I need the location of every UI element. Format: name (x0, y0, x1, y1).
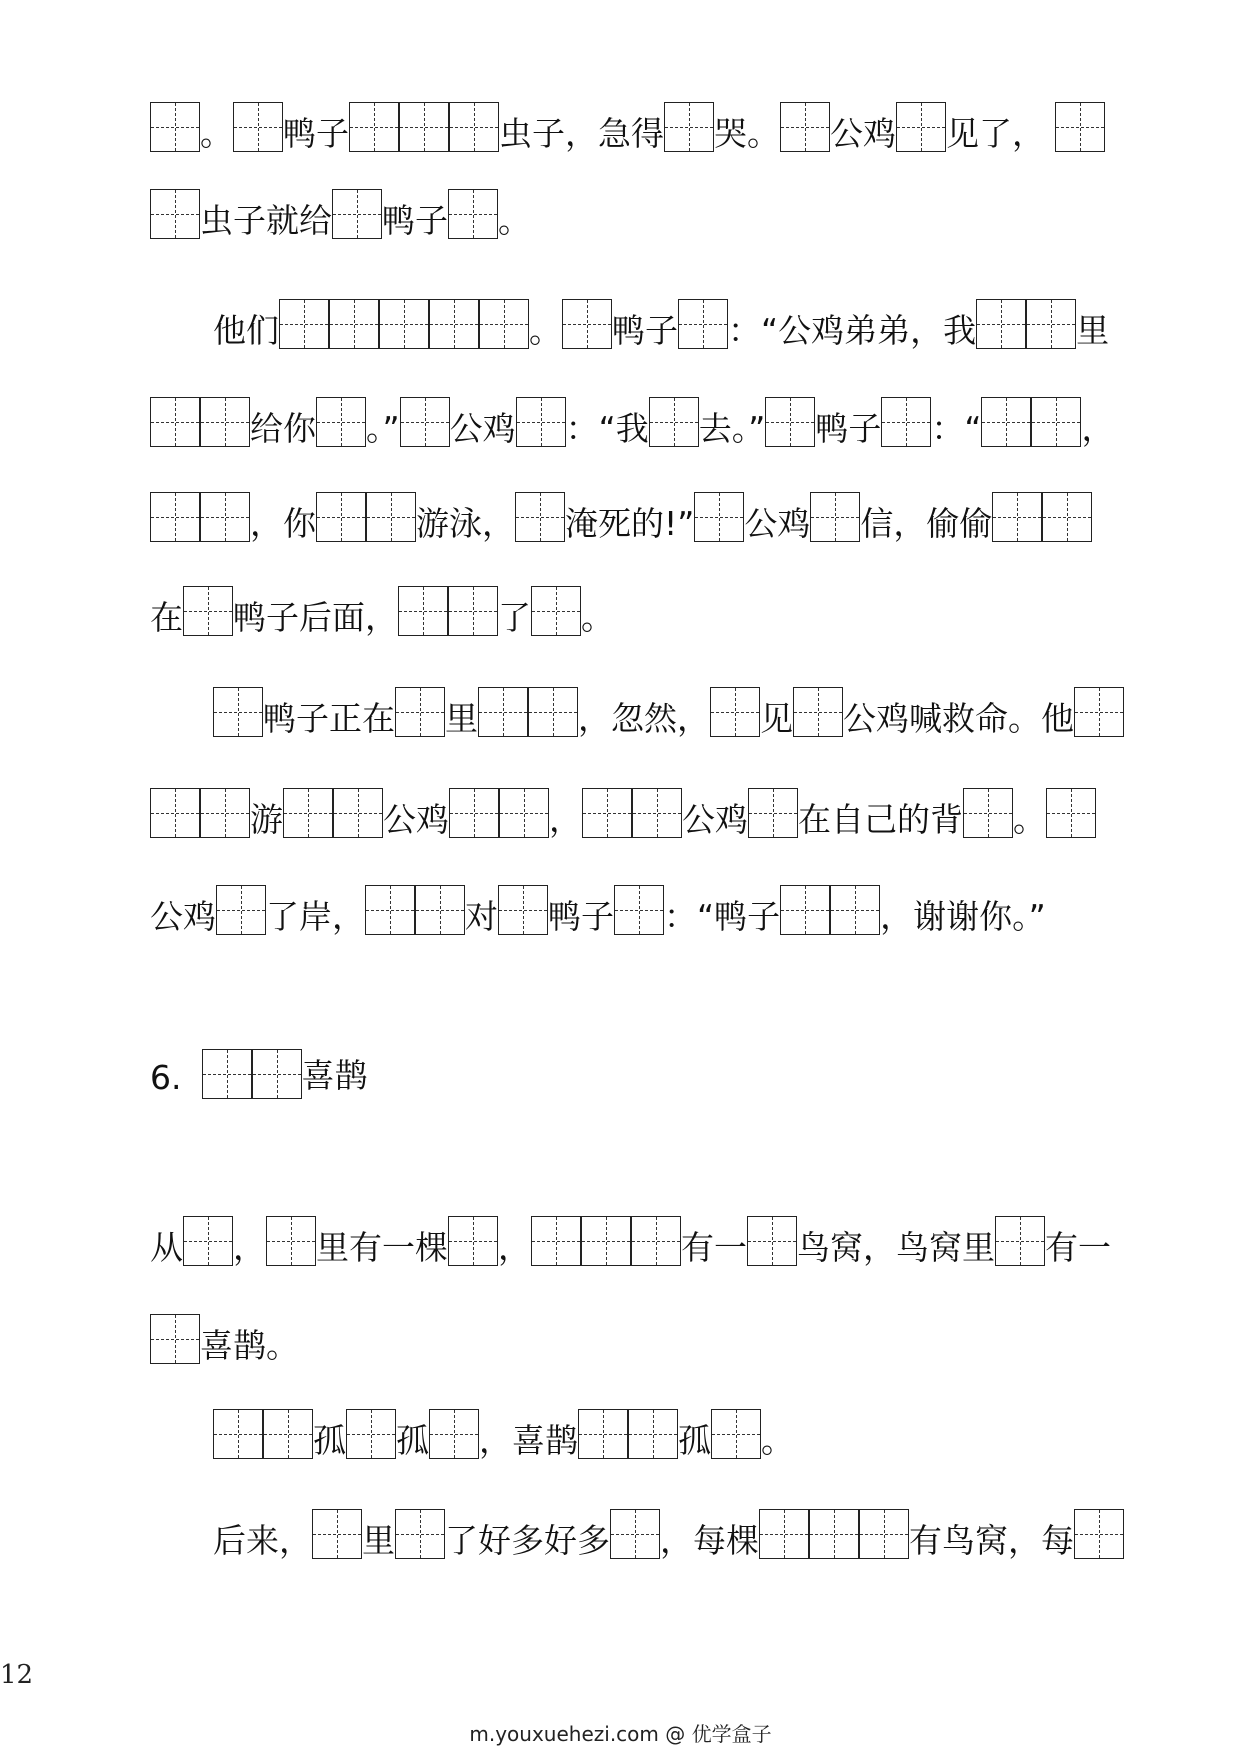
pinyin-box[interactable] (499, 788, 549, 838)
pinyin-box[interactable] (678, 299, 728, 349)
pinyin-box[interactable] (562, 299, 612, 349)
text: 。 (761, 1421, 794, 1460)
text: 了好多好多 (445, 1521, 610, 1560)
pinyin-box[interactable] (578, 1409, 628, 1459)
text: 了岸， (266, 897, 365, 936)
text: ， (1081, 409, 1115, 448)
section6-line-1 (150, 1212, 1111, 1266)
text: 了 (498, 598, 531, 637)
text: 公鸡 (830, 114, 896, 153)
story5-line-3 (213, 295, 1109, 349)
pinyin-box[interactable] (415, 885, 465, 935)
text: 有鸟窝，每 (909, 1521, 1074, 1560)
text: 。 (1013, 800, 1046, 839)
pinyin-box[interactable] (780, 102, 830, 152)
text: 对 (465, 897, 498, 936)
pinyin-box[interactable] (747, 1216, 797, 1266)
page-number: 12 (0, 1660, 34, 1690)
text: 有一 (681, 1228, 747, 1267)
pinyin-box[interactable] (448, 586, 498, 636)
pinyin-box[interactable] (213, 1409, 263, 1459)
text: ， (498, 1228, 531, 1267)
pinyin-box[interactable] (498, 885, 548, 935)
pinyin-box[interactable] (399, 102, 449, 152)
pinyin-box[interactable] (710, 687, 760, 737)
text: 虫子就给 (200, 201, 332, 240)
footer-watermark: m.youxuehezi.com @ 优学盒子 (469, 1722, 772, 1746)
pinyin-box[interactable] (332, 189, 382, 239)
text: 公鸡 (449, 409, 516, 448)
pinyin-box[interactable] (664, 102, 714, 152)
pinyin-box[interactable] (581, 1216, 631, 1266)
pinyin-box[interactable] (531, 1216, 581, 1266)
pinyin-box[interactable] (316, 492, 366, 542)
text: 公鸡 (383, 800, 449, 839)
pinyin-box[interactable] (765, 397, 815, 447)
pinyin-box[interactable] (429, 1409, 479, 1459)
text: 。 (529, 311, 562, 350)
pinyin-box[interactable] (963, 788, 1013, 838)
pinyin-box[interactable] (976, 299, 1026, 349)
pinyin-box[interactable] (628, 1409, 678, 1459)
story5-line-1 (150, 98, 1105, 152)
text: 。 (581, 598, 614, 637)
pinyin-box[interactable] (759, 1509, 809, 1559)
text: 。” (366, 409, 400, 448)
text: ， (233, 1228, 266, 1267)
pinyin-box[interactable] (1074, 687, 1124, 737)
pinyin-box[interactable] (150, 189, 200, 239)
pinyin-box[interactable] (649, 397, 699, 447)
text: 游 (250, 800, 283, 839)
pinyin-box[interactable] (995, 1216, 1045, 1266)
text: 公鸡喊救命。他 (843, 699, 1074, 738)
pinyin-box[interactable] (183, 586, 233, 636)
pinyin-box[interactable] (896, 102, 946, 152)
pinyin-box[interactable] (711, 1409, 761, 1459)
pinyin-box[interactable] (200, 788, 250, 838)
pinyin-box[interactable] (398, 586, 448, 636)
pinyin-box[interactable] (333, 788, 383, 838)
pinyin-box[interactable] (429, 299, 479, 349)
text: 喜鹊。 (200, 1326, 299, 1365)
story5-line-9 (150, 881, 1046, 935)
pinyin-box[interactable] (614, 885, 664, 935)
pinyin-box[interactable] (992, 492, 1042, 542)
pinyin-box[interactable] (694, 492, 744, 542)
pinyin-box[interactable] (830, 885, 880, 935)
pinyin-box[interactable] (266, 1216, 316, 1266)
text: 从 (150, 1228, 183, 1267)
pinyin-box[interactable] (1042, 492, 1092, 542)
pinyin-box[interactable] (1046, 788, 1096, 838)
pinyin-box[interactable] (448, 1216, 498, 1266)
story5-line-5 (150, 488, 1092, 542)
pinyin-box[interactable] (582, 788, 632, 838)
text: 。 (498, 201, 531, 240)
text: 在自己的背 (798, 800, 963, 839)
text: 鸭子 (283, 114, 349, 153)
text: ：“公鸡弟弟，我 (728, 311, 977, 350)
pinyin-box[interactable] (283, 788, 333, 838)
pinyin-box[interactable] (632, 788, 682, 838)
pinyin-box[interactable] (279, 299, 329, 349)
pinyin-box[interactable] (395, 687, 445, 737)
section6-line-2 (150, 1310, 299, 1364)
text: 鸭子 (612, 311, 678, 350)
text: 淹死的!” (565, 504, 695, 543)
section6-line-3 (213, 1405, 794, 1459)
story5-line-4 (150, 393, 1114, 447)
pinyin-box[interactable] (316, 397, 366, 447)
text: 信，偷偷 (860, 504, 993, 543)
text: ：“鸭子 (664, 897, 781, 936)
pinyin-box[interactable] (610, 1509, 660, 1559)
text: 游泳， (416, 504, 515, 543)
pinyin-box[interactable] (216, 885, 266, 935)
section-6-heading (150, 1045, 368, 1099)
pinyin-box[interactable] (528, 687, 578, 737)
pinyin-box[interactable] (312, 1509, 362, 1559)
pinyin-box[interactable] (202, 1049, 252, 1099)
pinyin-box[interactable] (1055, 102, 1105, 152)
pinyin-box[interactable] (478, 687, 528, 737)
text: ，忽然， (578, 699, 710, 738)
pinyin-box[interactable] (449, 102, 499, 152)
text: ，每棵 (660, 1521, 759, 1560)
text: 鸭子正在 (263, 699, 395, 738)
pinyin-box[interactable] (150, 102, 200, 152)
pinyin-box[interactable] (780, 885, 830, 935)
text: 鸭子 (548, 897, 614, 936)
pinyin-box[interactable] (793, 687, 843, 737)
text: 里有一棵 (316, 1228, 448, 1267)
pinyin-box[interactable] (516, 397, 566, 447)
pinyin-box[interactable] (233, 102, 283, 152)
text: 公鸡 (744, 504, 811, 543)
text: 鸟窝，鸟窝里 (797, 1228, 995, 1267)
pinyin-box[interactable] (515, 492, 565, 542)
pinyin-box[interactable] (400, 397, 450, 447)
pinyin-box[interactable] (881, 397, 931, 447)
text: 见了， (946, 114, 1045, 153)
text: 虫子，急得 (499, 114, 664, 153)
pinyin-box[interactable] (379, 299, 429, 349)
text: ， (549, 800, 582, 839)
text: 他们 (213, 311, 279, 350)
pinyin-box[interactable] (346, 1409, 396, 1459)
text: ：“我 (565, 409, 649, 448)
text: 里 (1076, 311, 1110, 350)
pinyin-box[interactable] (349, 102, 399, 152)
text: 有一 (1045, 1228, 1111, 1267)
pinyin-box[interactable] (531, 586, 581, 636)
text: 见 (760, 699, 793, 738)
text: 鸭子 (382, 201, 448, 240)
pinyin-box[interactable] (200, 397, 250, 447)
pinyin-box[interactable] (448, 189, 498, 239)
pinyin-box[interactable] (479, 299, 529, 349)
section-number: 6. (150, 1058, 182, 1097)
pinyin-box[interactable] (981, 397, 1031, 447)
text: 公鸡 (682, 800, 748, 839)
text: 鸭子 (815, 409, 882, 448)
pinyin-box[interactable] (366, 492, 416, 542)
text: 公鸡 (150, 897, 216, 936)
text: ：“ (931, 409, 982, 448)
pinyin-box[interactable] (1031, 397, 1081, 447)
pinyin-box[interactable] (150, 1314, 200, 1364)
pinyin-box[interactable] (213, 687, 263, 737)
pinyin-box[interactable] (150, 788, 200, 838)
pinyin-box[interactable] (183, 1216, 233, 1266)
text: 哭。 (714, 114, 780, 153)
pinyin-box[interactable] (810, 492, 860, 542)
text: 去。” (698, 409, 766, 448)
section-title: 喜鹊 (301, 1056, 368, 1095)
text: 。 (200, 114, 233, 153)
text: 鸭子后面， (233, 598, 398, 637)
text: 里 (362, 1521, 395, 1560)
text: 在 (150, 598, 183, 637)
pinyin-box[interactable] (263, 1409, 313, 1459)
section6-line-4 (213, 1505, 1124, 1559)
pinyin-box[interactable] (1026, 299, 1076, 349)
text: 孤 (678, 1421, 711, 1460)
text: ，谢谢你。” (880, 897, 1046, 936)
pinyin-box[interactable] (1074, 1509, 1124, 1559)
pinyin-box[interactable] (809, 1509, 859, 1559)
text: ，你 (250, 504, 316, 543)
text: 孤 (396, 1421, 429, 1460)
text: ，喜鹊 (479, 1421, 578, 1460)
pinyin-box[interactable] (748, 788, 798, 838)
pinyin-box[interactable] (252, 1049, 302, 1099)
text: 孤 (313, 1421, 346, 1460)
pinyin-box[interactable] (449, 788, 499, 838)
pinyin-box[interactable] (859, 1509, 909, 1559)
pinyin-box[interactable] (150, 492, 200, 542)
text: 后来， (213, 1521, 312, 1560)
story5-line-6 (150, 582, 614, 636)
story5-line-2 (150, 185, 531, 239)
text: 给你 (250, 409, 316, 448)
pinyin-box[interactable] (631, 1216, 681, 1266)
pinyin-box[interactable] (365, 885, 415, 935)
story5-line-8 (150, 784, 1096, 838)
story5-line-7 (213, 683, 1124, 737)
pinyin-box[interactable] (329, 299, 379, 349)
pinyin-box[interactable] (200, 492, 250, 542)
pinyin-box[interactable] (395, 1509, 445, 1559)
text: 里 (445, 699, 478, 738)
pinyin-box[interactable] (150, 397, 200, 447)
